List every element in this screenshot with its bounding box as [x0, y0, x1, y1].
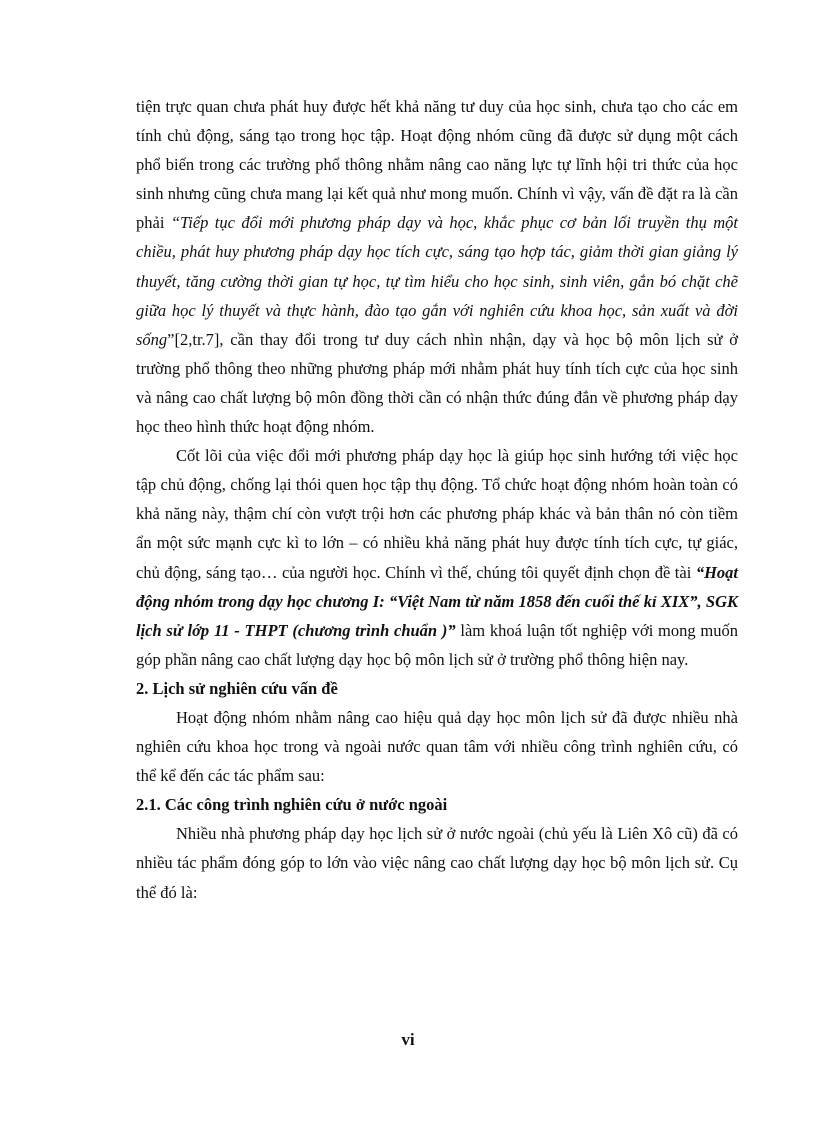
section-heading-2-1: 2.1. Các công trình nghiên cứu ở nước ngoài	[136, 795, 448, 815]
page-number: vi	[401, 1030, 415, 1049]
paragraph-2	[136, 441, 738, 674]
paragraph-3: Hoạt động nhóm nhằm nâng cao hiệu quả dạy học môn lịch sử đã được nhiều nhà nghiên cứu khoa học trong và ngoài nước quan tâm với nhiều công trình nghiên cứu, có thể kể đến các tác phẩm sau:	[136, 707, 738, 786]
paragraph-2-text-a: Cốt lõi của việc đổi mới phương pháp dạy học là giúp học sinh hướng tới việc học tập chủ động, chống lại thói quen học tập thụ động. Tổ chức hoạt động nhóm hoàn toàn có khả năng này, thậm chí còn vượt trội hơn các phương pháp khác và bản thân nó còn tiềm ẩn một sức mạnh cực kì to lớn – có nhiều khả năng phát huy được tính tích cực, tự giác, chủ động, sáng tạo… của người học. Chính vì thế, chúng tôi quyết định chọn đề tài	[136, 446, 738, 582]
paragraph-1-text-b: ”[2,tr.7], cần thay đổi trong tư duy cách nhìn nhận, dạy và học bộ môn lịch sử ở trường phổ thông theo những phương pháp mới nhằm phát huy tính tích cực của học sinh và nâng cao chất lượng bộ môn đồng thời cần có nhận thức đúng đắn về phương pháp dạy học theo hình thức hoạt động nhóm.	[136, 329, 738, 437]
page-body	[136, 92, 738, 907]
paragraph-1-text-a: tiện trực quan chưa phát huy được hết khả năng tư duy của học sinh, chưa tạo cho các em tính chủ động, sáng tạo trong học tập. Hoạt động nhóm cũng đã được sử dụng một cách phổ biến trong các trường phổ thông nhằm nâng cao năng lực tự lĩnh hội tri thức của học sinh nhưng cũng chưa mang lại kết quả như mong muốn. Chính vì vậy, vấn đề đặt ra là cần phải	[136, 97, 738, 233]
paragraph-1	[136, 92, 738, 441]
thesis-title: “Hoạt động nhóm trong dạy học chương I: “Việt Nam từ năm 1858 đến cuối thế kỉ XIX”, SGK lịch sử lớp 11 - THPT (chương trình chuẩn )”	[136, 562, 738, 640]
section-heading-2: 2. Lịch sử nghiên cứu vấn đề	[136, 678, 338, 698]
paragraph-4: Nhiều nhà phương pháp dạy học lịch sử ở nước ngoài (chủ yếu là Liên Xô cũ) đã có nhiều tác phẩm đóng góp to lớn vào việc nâng cao chất lượng dạy học bộ môn lịch sử. Cụ thể đó là:	[136, 824, 738, 902]
paragraph-2-text-b: làm khoá luận tốt nghiệp với mong muốn góp phần nâng cao chất lượng dạy học bộ môn lịch sử ở trường phổ thông hiện nay.	[136, 620, 738, 669]
paragraph-1-quote: “Tiếp tục đổi mới phương pháp dạy và học, khắc phục cơ bản lối truyền thụ một chiều, phát huy phương pháp dạy học tích cực, sáng tạo hợp tác, giảm thời gian giảng lý thuyết, tăng cường thời gian tự học, tự tìm hiểu cho học sinh, sinh viên, gắn bó chặt chẽ giữa học lý thuyết và thực hành, đào tạo gắn với nghiên cứu khoa học, sản xuất và đời sống	[136, 213, 738, 349]
